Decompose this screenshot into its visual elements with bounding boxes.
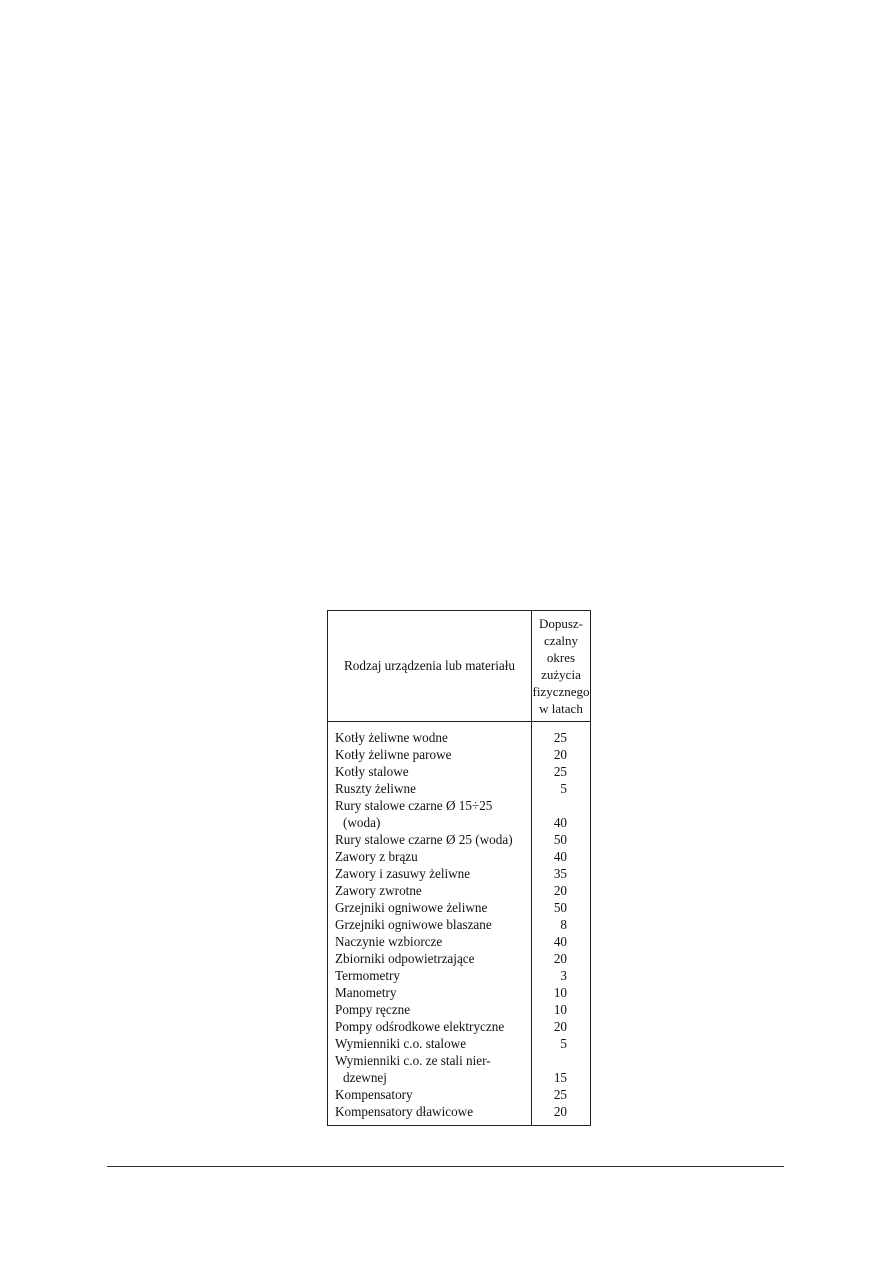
row-value: 35 (553, 866, 567, 881)
row-value: 50 (553, 832, 567, 847)
table-row (328, 1069, 590, 1086)
row-value: 10 (553, 985, 567, 1000)
row-name: Rury stalowe czarne Ø 15÷25 (335, 798, 493, 813)
row-name: Grzejniki ogniwowe żeliwne (335, 900, 488, 915)
table-row (328, 899, 590, 916)
row-name: Zbiorniki odpowietrzające (335, 951, 475, 966)
table-row (328, 1103, 590, 1120)
row-name: Wymienniki c.o. stalowe (335, 1036, 467, 1051)
row-value: 20 (553, 883, 567, 898)
row-name: Kotły stalowe (335, 764, 409, 779)
row-value: 25 (553, 1087, 567, 1102)
header-value-line: okres (546, 650, 576, 665)
row-name: Zawory z brązu (335, 849, 418, 864)
row-value: 3 (560, 968, 567, 983)
header-name-column: Rodzaj urządzenia lub materiału (344, 658, 515, 673)
row-value: 20 (553, 951, 567, 966)
table-row (328, 1086, 590, 1103)
row-name: Naczynie wzbiorcze (335, 934, 443, 949)
header-value-line: w latach (539, 701, 583, 716)
row-name: Kompensatory dławicowe (335, 1104, 474, 1119)
row-value: 20 (553, 1019, 567, 1034)
row-value: 5 (560, 781, 567, 796)
table-row (328, 814, 590, 831)
table-row (328, 1018, 590, 1035)
table-row (328, 763, 590, 780)
row-value: 40 (553, 849, 567, 864)
table-row (328, 916, 590, 933)
row-name: Kotły żeliwne wodne (335, 730, 448, 745)
table-row (328, 865, 590, 882)
table-row (328, 1035, 590, 1052)
row-name: Ruszty żeliwne (335, 781, 416, 796)
row-name: dzewnej (343, 1070, 387, 1085)
header-divider (328, 721, 590, 722)
table-row (328, 780, 590, 797)
table-row (328, 1052, 590, 1069)
row-name: Pompy ręczne (335, 1002, 411, 1017)
row-name: Wymienniki c.o. ze stali nier- (335, 1053, 491, 1068)
footer-rule (107, 1166, 784, 1167)
table-row (328, 933, 590, 950)
header-value-line: Dopusz- (538, 616, 584, 631)
row-value: 25 (553, 730, 567, 745)
table-row (328, 797, 590, 814)
row-value: 10 (553, 1002, 567, 1017)
table-row (328, 746, 590, 763)
header-value-line: zużycia (541, 667, 581, 682)
table-row (328, 950, 590, 967)
row-value: 5 (560, 1036, 567, 1051)
table-row (328, 831, 590, 848)
row-value: 40 (553, 815, 567, 830)
row-value: 25 (553, 764, 567, 779)
wear-period-table (327, 610, 591, 1126)
row-value: 40 (553, 934, 567, 949)
row-value: 8 (560, 917, 567, 932)
row-name: (woda) (343, 815, 381, 830)
table-row (328, 729, 590, 746)
header-value-line: czalny (544, 633, 578, 648)
table-body (328, 729, 590, 1120)
header-value-line: fizycznego (532, 684, 590, 699)
row-value: 20 (553, 747, 567, 762)
row-name: Pompy odśrodkowe elektryczne (335, 1019, 505, 1034)
row-value: 15 (553, 1070, 567, 1085)
row-name: Kompensatory (335, 1087, 413, 1102)
table-row (328, 984, 590, 1001)
table-row (328, 967, 590, 984)
row-name: Kotły żeliwne parowe (335, 747, 452, 762)
table-row (328, 848, 590, 865)
row-value: 50 (553, 900, 567, 915)
row-value: 20 (553, 1104, 567, 1119)
row-name: Grzejniki ogniwowe blaszane (335, 917, 492, 932)
row-name: Zawory zwrotne (335, 883, 422, 898)
row-name: Rury stalowe czarne Ø 25 (woda) (335, 832, 513, 847)
header-value-column (532, 615, 590, 717)
table-row (328, 882, 590, 899)
row-name: Zawory i zasuwy żeliwne (335, 866, 471, 881)
row-name: Termometry (335, 968, 400, 983)
row-name: Manometry (335, 985, 397, 1000)
table-row (328, 1001, 590, 1018)
